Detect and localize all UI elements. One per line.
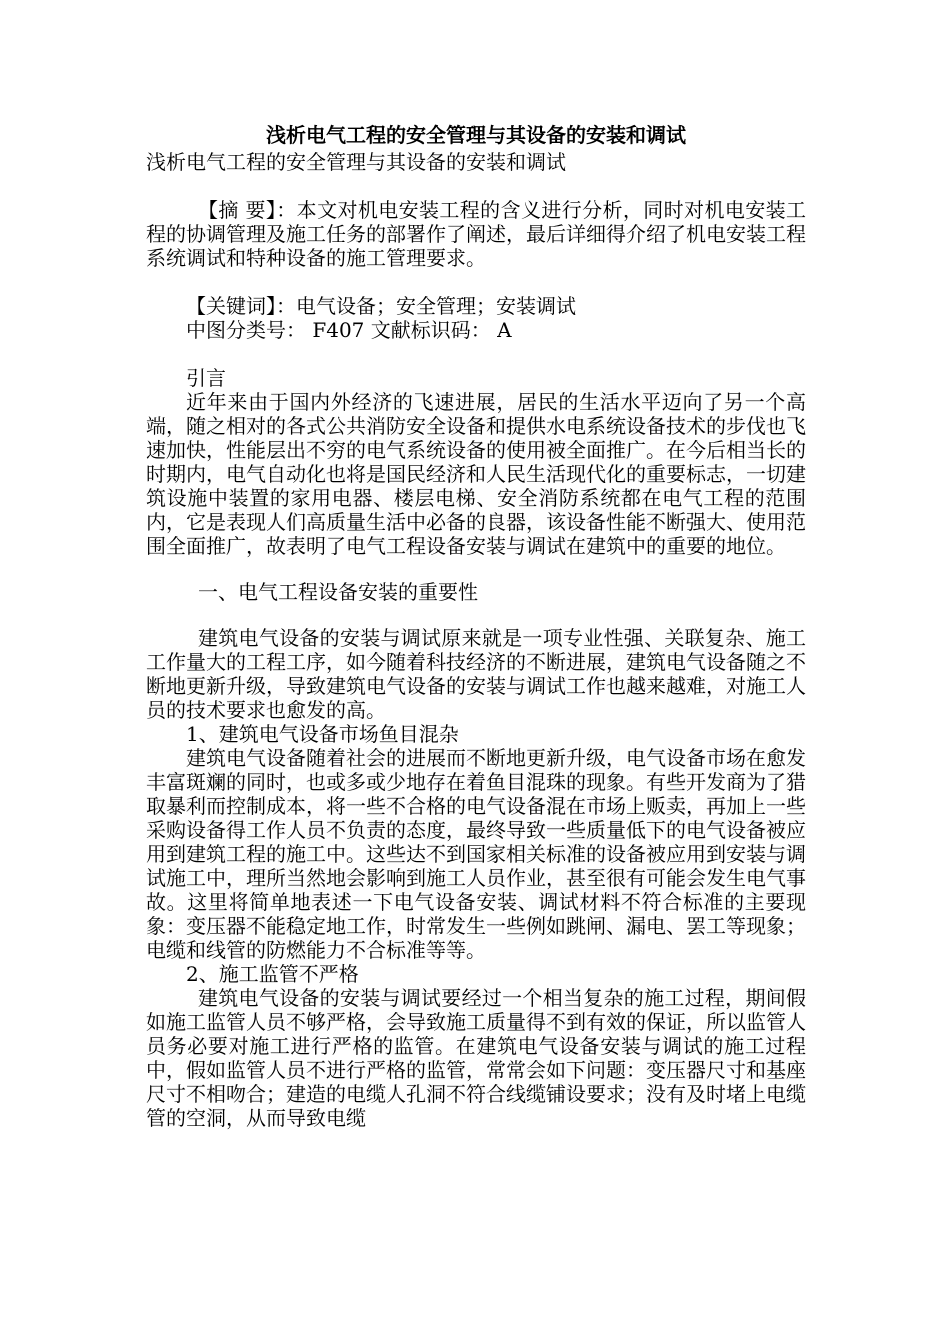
subsection2-paragraph: 建筑电气设备的安装与调试要经过一个相当复杂的施工过程，期间假如施工监管人员不够严格，会导致施工质量得不到有效的保证，所以监管人员务必要对施工进行严格的监管。在建筑电气设备安装与调试的施工过程中，假如监管人员不进行严格的监管，常常会如下问题：变压器尺寸和基座尺寸不相吻合；建造的电缆人孔洞不符合线缆铺设要求；没有及时堵上电缆管的空洞，从而导致电缆	[146, 986, 806, 1130]
section1-paragraph: 建筑电气设备的安装与调试原来就是一项专业性强、关联复杂、施工工作量大的工程工序，如今随着科技经济的不断进展，建筑电气设备随之不断地更新升级，导致建筑电气设备的安装与调试工作也越来越难，对施工人员的技术要求也愈发的高。	[146, 626, 806, 722]
document-body	[146, 122, 806, 1130]
keywords-line: 【关键词】：电气设备；安全管理；安装调试	[186, 294, 576, 318]
subsection2-heading: 2、施工监管不严格	[186, 962, 359, 986]
section1-heading: 一、电气工程设备安装的重要性	[198, 580, 478, 604]
intro-paragraph: 近年来由于国内外经济的飞速进展，居民的生活水平迈向了另一个高端，随之相对的各式公共消防安全设备和提供水电系统设备技术的步伐也飞速加快，性能层出不穷的电气系统设备的使用被全面推广。在今后相当长的时期内，电气自动化也将是国民经济和人民生活现代化的重要标志，一切建筑设施中装置的家用电器、楼层电梯、安全消防系统都在电气工程的范围内，它是表现人们高质量生活中必备的良器，该设备性能不断强大、使用范围全面推广，故表明了电气工程设备安装与调试在建筑中的重要的地位。	[146, 390, 806, 558]
intro-heading: 引言	[186, 366, 226, 390]
subsection1-paragraph: 建筑电气设备随着社会的进展而不断地更新升级，电气设备市场在愈发丰富斑斓的同时，也或多或少地存在着鱼目混珠的现象。有些开发商为了猎取暴利而控制成本，将一些不合格的电气设备混在市场上贩卖，再加上一些采购设备得工作人员不负责的态度，最终导致一些质量低下的电气设备被应用到建筑工程的施工中。这些达不到国家相关标准的设备被应用到安装与调试施工中，理所当然地会影响到施工人员作业，甚至很有可能会发生电气事故。这里将简单地表述一下电气设备安装、调试材料不符合标准的主要现象：变压器不能稳定地工作，时常发生一些例如跳闸、漏电、罢工等现象；电缆和线管的防燃能力不合标准等等。	[146, 746, 806, 962]
document-title: 浅析电气工程的安全管理与其设备的安装和调试	[266, 123, 686, 147]
document-subtitle: 浅析电气工程的安全管理与其设备的安装和调试	[146, 150, 566, 174]
classification-line: 中图分类号： F407 文献标识码： A	[186, 318, 512, 342]
abstract-paragraph: 【摘 要】：本文对机电安装工程的含义进行分析，同时对机电安装工程的协调管理及施工任务的部署作了阐述，最后详细得介绍了机电安装工程系统调试和特种设备的施工管理要求。	[146, 198, 806, 270]
subsection1-heading: 1、建筑电气设备市场鱼目混杂	[186, 722, 459, 746]
